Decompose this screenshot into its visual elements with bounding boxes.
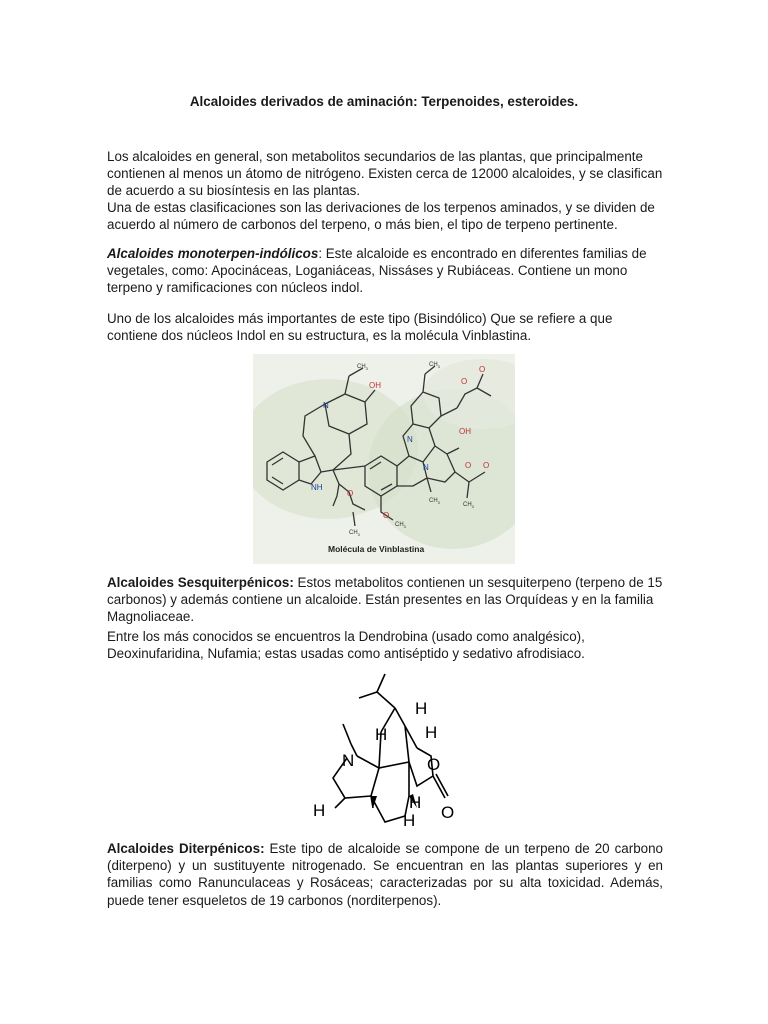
atom-label-n-2: N — [407, 435, 413, 444]
atom-h-6: H — [403, 811, 416, 830]
sesquiterpen-paragraph — [107, 574, 663, 626]
sesquiterpen-paragraph-2: Entre los más conocidos se encuentros la Dendrobina (usado como analgésico), Deoxinufaridina, Nufamia; estas usadas como antiséptido y sedativo afrodisiaco. — [107, 629, 585, 662]
atom-n: N — [342, 751, 355, 770]
sesquiterpen-heading: Alcaloides Sesquiterpénicos: — [107, 575, 294, 590]
atom-label-nh: NH — [311, 483, 323, 492]
atom-label-ch3-5: $CH_3$ — [429, 498, 440, 505]
atom-label-n-3: N — [423, 463, 429, 472]
sesquiterpen-text: Estos metabolitos contienen un sesquiterpeno (terpeno de 15 carbonos) y además contiene un alcaloide. Están presentes en las Orquídeas y en la familia Magnoliaceae. — [107, 575, 663, 625]
atom-label-o-5: O — [465, 461, 472, 470]
atom-label-ch3-4: $CH_3$ — [395, 522, 406, 529]
atom-h-4: H — [313, 801, 326, 820]
atom-label-ch3-1: $CH_3$ — [357, 364, 368, 371]
atom-label-o-3: O — [347, 489, 354, 498]
atom-label-ch3-3: $CH_3$ — [349, 530, 360, 537]
atom-h-1: H — [415, 699, 428, 718]
vinblastine-caption: Molécula de Vinblastina — [328, 544, 425, 554]
vinblastine-structure-image — [253, 354, 515, 564]
atom-label-oh-2: OH — [459, 427, 471, 436]
atom-label-o-2: O — [479, 365, 486, 374]
dendrobine-bonds — [333, 674, 448, 822]
atom-label-o-6: O — [483, 461, 490, 470]
monoterpen-text: : Este alcaloide es encontrado en diferentes familias de vegetales, como: Apocináceas, Loganiáceas, Nissáses y Rubiáceas. Contiene un mono terpeno y ramificaciones con núcleos indol. — [107, 246, 647, 296]
dendrobine-structure-image — [305, 668, 470, 833]
atom-label-ch3-2: $CH_3$ — [429, 362, 440, 369]
atom-label-oh-1: OH — [369, 381, 381, 390]
atom-o-carbonyl: O — [441, 803, 455, 822]
diterpen-paragraph — [107, 840, 663, 909]
atom-label-o-4: O — [383, 511, 390, 520]
diterpen-text: Este tipo de alcaloide se compone de un terpeno de 20 carbono (diterpeno) y un sustituyente nitrogenado. Se encuentran en las plantas superiores y en familias como Ranunculaceas y Rosáceas; caracterizadas por su alta toxicidad. Además, puede tener esqueletos de 19 carbonos (norditerpenos). — [107, 841, 663, 908]
atom-h-2: H — [375, 725, 388, 744]
atom-o-ring: O — [427, 755, 441, 774]
atom-h-3: H — [425, 723, 438, 742]
diterpen-heading: Alcaloides Diterpénicos: — [107, 841, 265, 856]
document-title: Alcaloides derivados de aminación: Terpenoides, esteroides. — [189, 94, 579, 109]
atom-label-n-1: N — [323, 401, 329, 410]
intro-paragraph-2: Una de estas clasificaciones son las derivaciones de los terpenos aminados, y se dividen de acuerdo al número de carbonos del terpeno, o más bien, el tipo de terpeno pertinente. — [107, 200, 655, 233]
monoterpen-paragraph — [107, 245, 663, 297]
atom-label-o-1: O — [461, 377, 468, 386]
monoterpen-heading: Alcaloides monoterpen-indólicos — [107, 246, 319, 261]
atom-h-5: H — [409, 793, 422, 812]
vinblastina-paragraph: Uno de los alcaloides más importantes de este tipo (Bisindólico) Que se refiere a que contiene dos núcleos Indol en su estructura, es la molécula Vinblastina. — [107, 311, 613, 344]
intro-paragraph-1: Los alcaloides en general, son metabolitos secundarios de las plantas, que principalmente contienen al menos un átomo de nitrógeno. Existen cerca de 12000 alcaloides, y se clasifican de acuerdo a su biosíntesis en las plantas. — [107, 149, 663, 199]
dendrobine-atom-labels — [313, 699, 454, 830]
atom-label-ch3-6: $CH_3$ — [463, 502, 474, 509]
